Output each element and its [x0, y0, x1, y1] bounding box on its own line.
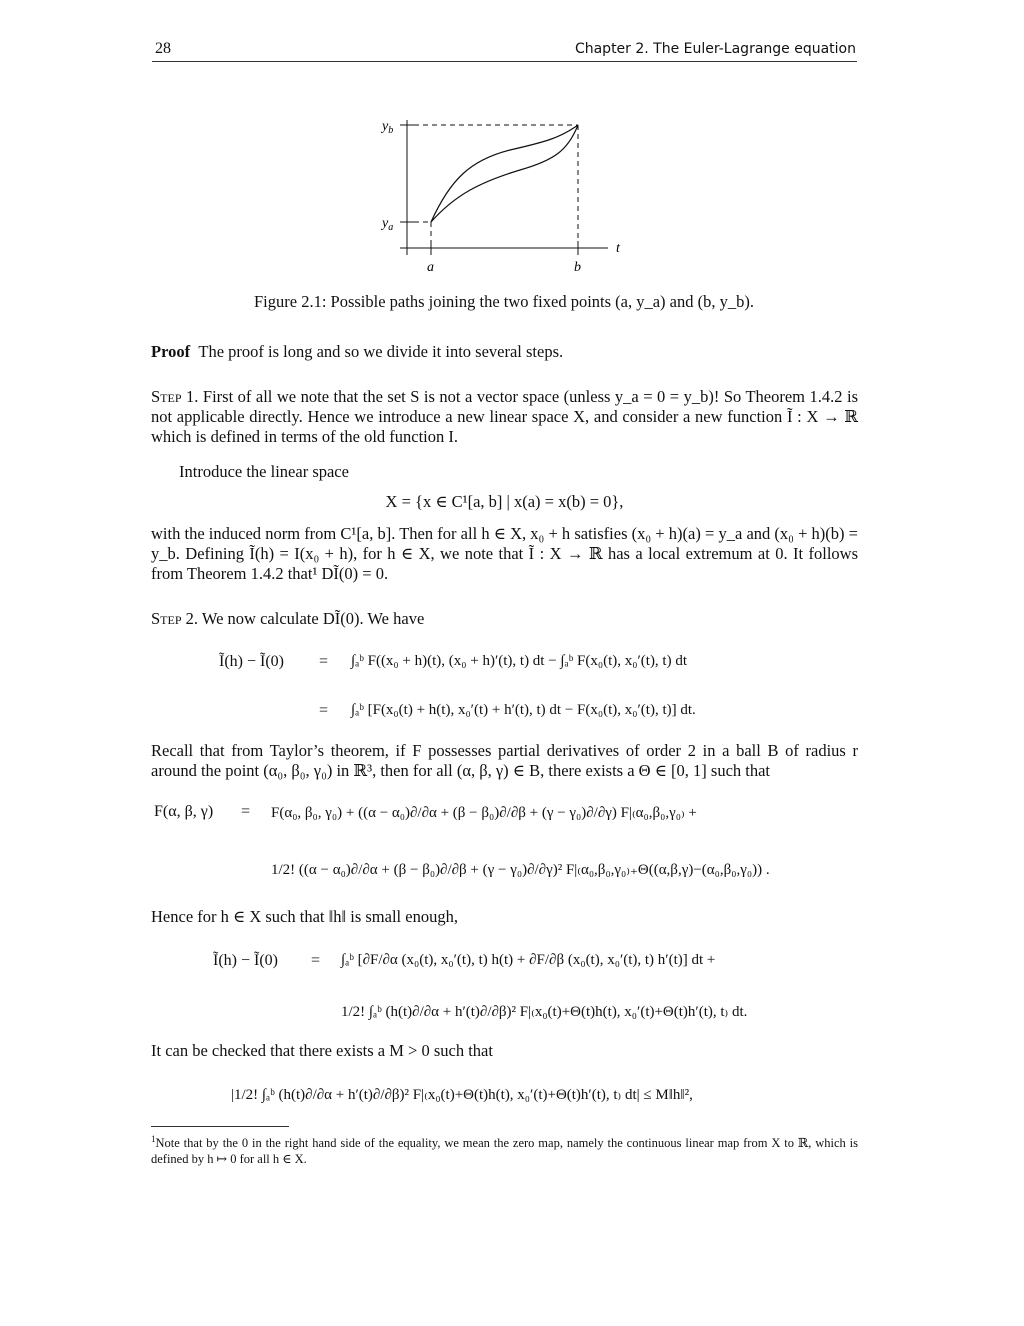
step1-paragraph [151, 387, 858, 447]
eq2-lhs: Ĩ(h) − Ĩ(0) [213, 952, 278, 969]
label-ya: $y_a$ [382, 216, 394, 233]
equation-bound [151, 1070, 858, 1120]
proof-intro [151, 342, 858, 362]
equation-difference: Ĩ(h) − Ĩ(0) = ∫ₐᵇ F((x₀ + h)(t), (x₀ + h)′(t), t) dt − ∫ₐᵇ F(x₀(t), x₀′(t), t) dt = ∫ₐᵇ [F(x₀(t) + h(t), x₀′(t) + h′(t), t) dt − F(x₀(t), x₀′(t), t)] dt. [219, 653, 696, 719]
step1-label: Step 1. [151, 387, 199, 406]
small-h-paragraph: Hence for h ∈ X such that ‖h‖ is small enough, [151, 907, 458, 926]
footnote-mark: 1 [151, 1134, 156, 1144]
figure-paths [360, 110, 630, 280]
upper-path [431, 125, 578, 222]
eq1-lhs: Ĩ(h) − Ĩ(0) [219, 653, 284, 670]
figure-caption: Figure 2.1: Possible paths joining the two fixed points (a, y_a) and (b, y_b). [254, 292, 754, 311]
step1-text: First of all we note that the set S is not a vector space (unless y_a = 0 = y_b)! So Theorem 1.4.2 is not applicable directly. Hence we introduce a new linear space X, and consider a new function Ĩ : X → ℝ which is defined in terms of the old function I. [151, 387, 859, 446]
taylor-lhs: F(α, β, γ) [154, 803, 214, 820]
label-b: b [574, 260, 581, 275]
step1-paragraph-2: with the induced norm from C¹[a, b]. Then for all h ∈ X, x₀ + h satisfies (x₀ + h)(a) = y_a and (x₀ + h)(b) = y_b. Defining Ĩ(h) = I(x₀ + h), for h ∈ X, we note that Ĩ : X → ℝ has a local extremum at 0. It follows from Theorem 1.4.2 that¹ DĨ(0) = 0. [151, 524, 858, 583]
page-number: 28 [155, 40, 171, 57]
lower-path [431, 125, 578, 222]
step2-label: Step 2. [151, 609, 199, 628]
eq3-content: |1/2! ∫ₐᵇ (h(t)∂/∂α + h′(t)∂/∂β)² F|₍x₀(t)+Θ(t)h(t), x₀′(t)+Θ(t)h′(t), t₎ dt| ≤ M‖h‖², [231, 1087, 693, 1103]
eq-linear-space: X = {x ∈ C¹[a, b] | x(a) = x(b) = 0}, [385, 492, 624, 511]
taylor-rhs-line2: 1/2! ((α − α₀)∂/∂α + (β − β₀)∂/∂β + (γ − γ₀)∂/∂γ)² F|₍α₀,β₀,γ₀₎₊Θ((α,β,γ)−(α₀,β₀,γ₀)) . [271, 862, 770, 878]
label-a: a [427, 260, 434, 275]
bound-paragraph: It can be checked that there exists a M > 0 such that [151, 1041, 493, 1060]
header-rule [152, 61, 857, 62]
step2-text: We now calculate DĨ(0). We have [201, 609, 425, 628]
proof-intro-text: The proof is long and so we divide it into several steps. [198, 342, 564, 361]
eq2-rhs-line1: ∫ₐᵇ [∂F/∂α (x₀(t), x₀′(t), t) h(t) + ∂F/∂β (x₀(t), x₀′(t), t) h′(t)] dt + [341, 952, 716, 968]
footnote-text: Note that by the 0 in the right hand side of the equality, we mean the zero map, namely the continuous linear map from X to ℝ, which is defined by h ↦ 0 for all h ∈ X. [151, 1136, 858, 1167]
footnote-rule [151, 1126, 289, 1127]
equation-taylor: F(α, β, γ) = F(α₀, β₀, γ₀) + ((α − α₀)∂/∂α + (β − β₀)∂/∂β + (γ − γ₀)∂/∂γ) F|₍α₀,β₀,γ₀₎ + 1/2! ((α − α₀)∂/∂α + (β − β₀)∂/∂β + (γ − γ₀)∂/∂γ)² F|₍α₀,β₀,γ₀₎₊Θ((α,β,γ)−(α₀,β₀,γ₀)) . [154, 803, 770, 878]
eq2-rhs-line2: 1/2! ∫ₐᵇ (h(t)∂/∂α + h′(t)∂/∂β)² F|₍x₀(t)+Θ(t)h(t), x₀′(t)+Θ(t)h′(t), t₎ dt. [341, 1004, 748, 1020]
step2-paragraph [151, 609, 858, 629]
running-header: Chapter 2. The Euler-Lagrange equation [574, 41, 856, 57]
eq1-rhs-line2: ∫ₐᵇ [F(x₀(t) + h(t), x₀′(t) + h′(t), t) dt − F(x₀(t), x₀′(t), t)] dt. [351, 702, 696, 718]
proof-heading: Proof [151, 342, 191, 361]
eq1-rhs-line1: ∫ₐᵇ F((x₀ + h)(t), (x₀ + h)′(t), t) dt − ∫ₐᵇ F(x₀(t), x₀′(t), t) dt [351, 653, 688, 669]
equation-expansion: Ĩ(h) − Ĩ(0) = ∫ₐᵇ [∂F/∂α (x₀(t), x₀′(t), t) h(t) + ∂F/∂β (x₀(t), x₀′(t), t) h′(t)] dt + 1/2! ∫ₐᵇ (h(t)∂/∂α + h′(t)∂/∂β)² F|₍x₀(t)+Θ(t)h(t), x₀′(t)+Θ(t)h′(t), t₎ dt. [213, 952, 748, 1020]
taylor-paragraph: Recall that from Taylor’s theorem, if F possesses partial derivatives of order 2 in a ball B of radius r around the point (α₀, β₀, γ₀) in ℝ³, then for all (α, β, γ) ∈ B, there exists a Θ ∈ [0, 1] such that [151, 741, 858, 780]
footnote [151, 1131, 858, 1167]
taylor-rhs-line1: F(α₀, β₀, γ₀) + ((α − α₀)∂/∂α + (β − β₀)∂/∂β + (γ − γ₀)∂/∂γ) F|₍α₀,β₀,γ₀₎ + [271, 805, 697, 821]
step1-intro-space: Introduce the linear space [179, 462, 349, 481]
label-t: t [616, 241, 620, 256]
label-yb: $y_b$ [382, 119, 394, 136]
